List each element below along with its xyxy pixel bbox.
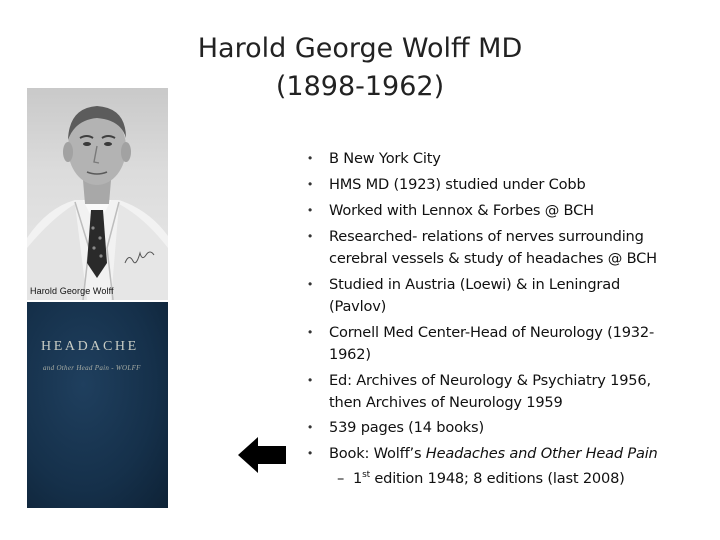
list-item-text bbox=[329, 443, 658, 465]
sub-list-item-text bbox=[337, 468, 625, 489]
photo-caption: Harold George Wolff bbox=[30, 286, 114, 296]
list-item-text: Studied in Austria (Loewi) & in Leningrad bbox=[329, 276, 621, 293]
slide-title bbox=[150, 30, 570, 106]
book-cover bbox=[27, 302, 168, 508]
title-years: (1898-1962) bbox=[275, 71, 445, 102]
portrait-image bbox=[27, 88, 168, 300]
list-item-text: HMS MD (1923) studied under Cobb bbox=[329, 176, 586, 193]
bullet-marker: • bbox=[308, 151, 313, 165]
bullet-marker: • bbox=[308, 177, 313, 191]
bullet-marker: • bbox=[308, 373, 313, 387]
left-arrow-icon bbox=[238, 437, 288, 473]
edition-number: 1 bbox=[353, 470, 363, 487]
list-item-text: Worked with Lennox & Forbes @ BCH bbox=[329, 202, 594, 219]
list-item-text: 539 pages (14 books) bbox=[329, 419, 484, 436]
list-item-text: 1962) bbox=[329, 346, 371, 363]
bullet-marker: • bbox=[308, 420, 313, 434]
list-item-text: B New York City bbox=[329, 150, 441, 167]
bullet-marker: • bbox=[308, 229, 313, 243]
title-name: Harold George Wolff MD bbox=[197, 33, 523, 64]
list-item-text: then Archives of Neurology 1959 bbox=[329, 394, 563, 411]
bullet-marker: • bbox=[308, 277, 313, 291]
list-item-text: Cornell Med Center-Head of Neurology (1932- bbox=[329, 324, 655, 341]
book-title-text: Headaches and Other Head Pain bbox=[425, 445, 658, 462]
dash-marker: – bbox=[337, 470, 345, 487]
list-item-text: Ed: Archives of Neurology & Psychiatry 1956, bbox=[329, 372, 651, 389]
list-item-text: cerebral vessels & study of headaches @ BCH bbox=[329, 250, 657, 267]
book-cover-subtitle: and Other Head Pain - WOLFF bbox=[43, 364, 141, 372]
book-cover-title: HEADACHE bbox=[41, 339, 139, 354]
edition-text: edition 1948; 8 editions (last 2008) bbox=[369, 470, 625, 487]
list-item-text: Researched- relations of nerves surrounding bbox=[329, 228, 644, 245]
bullet-marker: • bbox=[308, 325, 313, 339]
portrait-photo bbox=[27, 88, 168, 300]
list-item-text: (Pavlov) bbox=[329, 298, 387, 315]
book-prefix-text: Book: Wolff’s bbox=[329, 445, 426, 462]
bullet-marker: • bbox=[308, 203, 313, 217]
edition-ordinal-suffix: st bbox=[362, 470, 370, 480]
bullet-marker: • bbox=[308, 446, 313, 460]
